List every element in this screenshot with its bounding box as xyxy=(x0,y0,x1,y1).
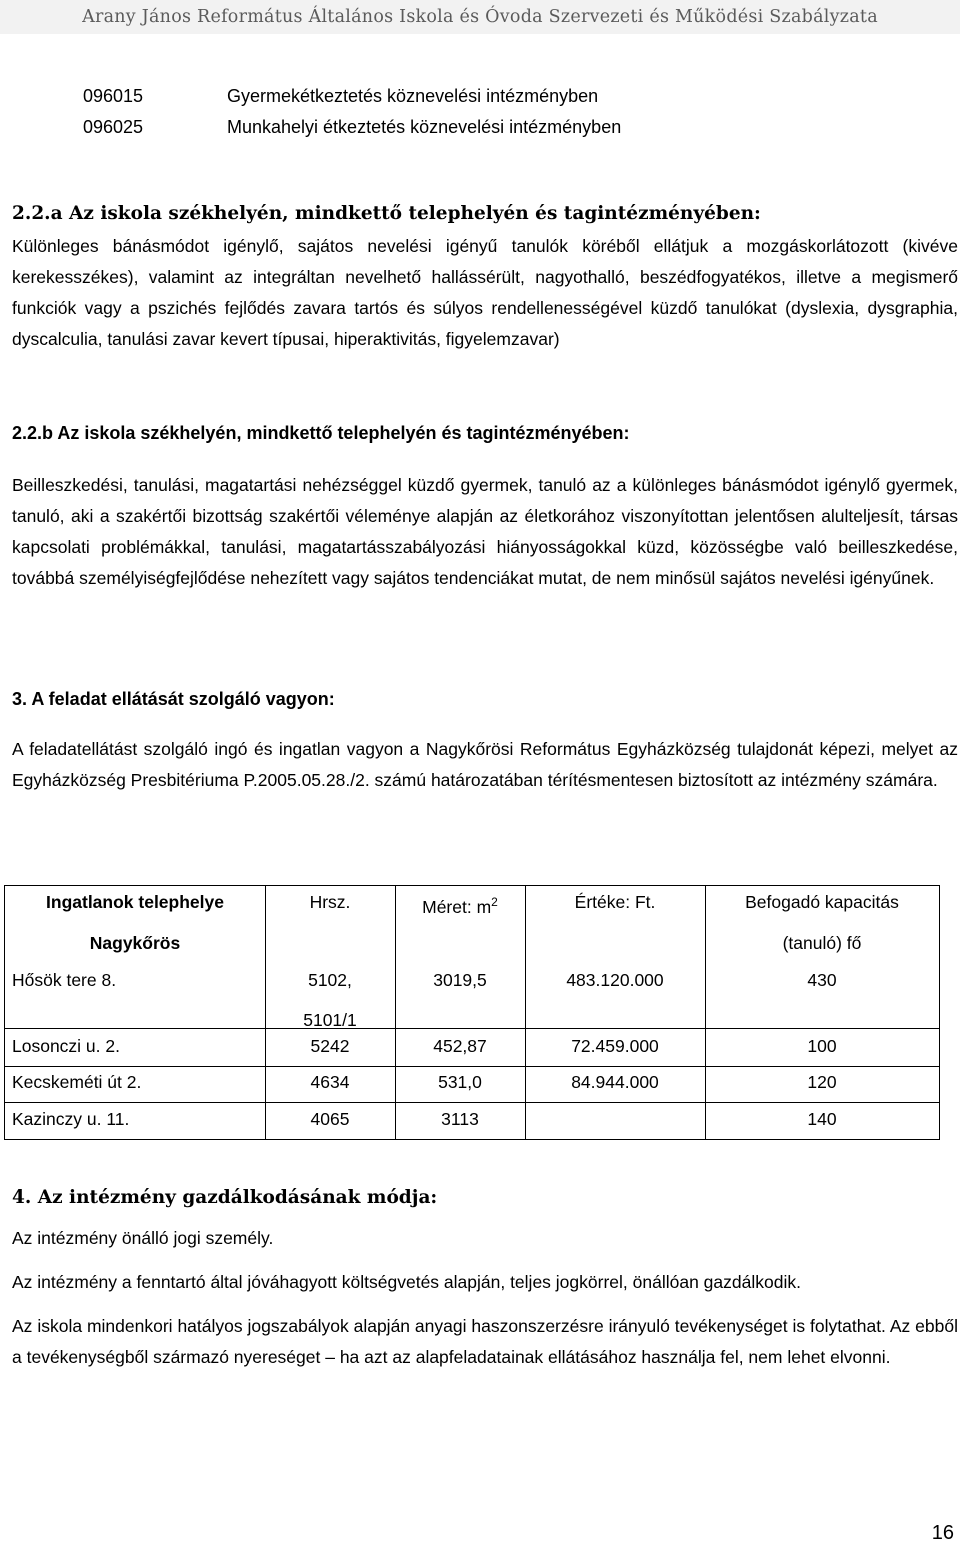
cell-value: 483.120.000 xyxy=(566,970,664,990)
cell-hrsz: 5102, xyxy=(308,970,352,990)
section-3-heading: 3. A feladat ellátását szolgáló vagyon: xyxy=(12,689,335,709)
cell-location: Kecskeméti út 2. xyxy=(12,1072,142,1092)
code-label: Munkahelyi étkeztetés köznevelési intézményben xyxy=(227,117,622,137)
page-number: 16 xyxy=(931,1522,954,1544)
property-table xyxy=(4,885,940,1140)
section-3-text: A feladatellátást szolgáló ingó és ingatlan vagyon a Nagykőrösi Református Egyházközség tulajdonát képezi, melyet az Egyházközség Presbitériuma P.2005.05.28./2. számú határozatában térítésmentesen biztosított az intézmény számára. xyxy=(12,739,958,790)
code-number: 096015 xyxy=(83,86,144,106)
cell-hrsz: 4634 xyxy=(310,1072,350,1092)
cell-size: 452,87 xyxy=(433,1036,487,1056)
cell-capacity: 140 xyxy=(807,1109,837,1129)
cell-location: Hősök tere 8. xyxy=(12,970,117,990)
cell-hrsz: 5242 xyxy=(310,1036,350,1056)
section-4-heading: 4. Az intézmény gazdálkodásának módja: xyxy=(12,1187,438,1208)
cell-value: 84.944.000 xyxy=(571,1072,659,1092)
cell-size: 531,0 xyxy=(438,1072,482,1092)
code-number: 096025 xyxy=(83,117,144,137)
cell-location: Kazinczy u. 11. xyxy=(12,1109,130,1129)
cell-value: 72.459.000 xyxy=(571,1036,659,1056)
code-label: Gyermekétkeztetés köznevelési intézményben xyxy=(227,86,599,106)
section-2-2-b-heading: 2.2.b Az iskola székhelyén, mindkettő telephelyén és tagintézményében: xyxy=(12,423,630,443)
header-location-city: Nagykőrös xyxy=(89,933,181,953)
section-4-paragraph: Az intézmény a fenntartó által jóváhagyott költségvetés alapján, teljes jogkörrel, önállóan gazdálkodik. xyxy=(12,1272,801,1292)
cell-hrsz-2: 5101/1 xyxy=(303,1010,357,1030)
cell-capacity: 120 xyxy=(807,1072,837,1092)
page-header: Arany János Református Általános Iskola és Óvoda Szervezeti és Működési Szabályzata xyxy=(0,0,960,34)
cell-size: 3019,5 xyxy=(433,970,487,990)
header-size: Méret: $m^2$ xyxy=(422,895,498,917)
section-4-paragraph: Az intézmény önálló jogi személy. xyxy=(12,1228,274,1248)
section-2-2-b-text: Beilleszkedési, tanulási, magatartási nehézséggel küzdő gyermek, tanuló az a különleges bánásmódot igénylő gyermek, tanuló, aki a szakértői bizottság szakértői véleménye alapján az életkorához viszonyítottan jelentősen alulteljesít, társas kapcsolati problémákkal, tanulási, magatartásszabályozási hiányosságokkal küzd, közösségbe való beilleszkedése, továbbá személyiségfejlődése nehezített vagy sajátos tendenciákat mutat, de nem minősül sajátos nevelési igényűnek. xyxy=(12,475,958,588)
header-location: Ingatlanok telephelye xyxy=(46,892,224,912)
header-capacity: Befogadó kapacitás xyxy=(745,892,899,912)
header-capacity-unit: (tanuló) fő xyxy=(782,933,862,953)
section-2-2-a-text: Különleges bánásmódot igénylő, sajátos nevelési igényű tanulók köréből ellátjuk a mozgáskorlátozott (kivéve kerekesszékes), valamint az integráltan nevelhető hallássérült, nagyothalló, beszédfogyatékos, illetve a megismerő funkciók vagy a pszichés fejlődés zavara tartós és súlyos rendellenességével küzdő tanulókat (dyslexia, dysgraphia, dyscalculia, tanulási zavar kevert típusai, hiperaktivitás, figyelemzavar) xyxy=(12,236,958,349)
cell-capacity: 100 xyxy=(807,1036,837,1056)
header-hrsz: Hrsz. xyxy=(309,892,351,912)
section-2-2-a-heading: 2.2.a Az iskola székhelyén, mindkettő telephelyén és tagintézményében: xyxy=(12,203,761,224)
section-4-paragraph: Az iskola mindenkori hatályos jogszabályok alapján anyagi haszonszerzésre irányuló tevékenységet is folytathat. Az ebből a tevékenységből származó nyereséget – ha azt az alapfeladatainak ellátásához használja fel, nem lehet elvonni. xyxy=(12,1316,958,1367)
header-value: Értéke: Ft. xyxy=(574,892,656,912)
cell-location: Losonczi u. 2. xyxy=(12,1036,120,1056)
cell-hrsz: 4065 xyxy=(310,1109,350,1129)
cell-capacity: 430 xyxy=(807,970,837,990)
cell-size: 3113 xyxy=(441,1109,479,1129)
